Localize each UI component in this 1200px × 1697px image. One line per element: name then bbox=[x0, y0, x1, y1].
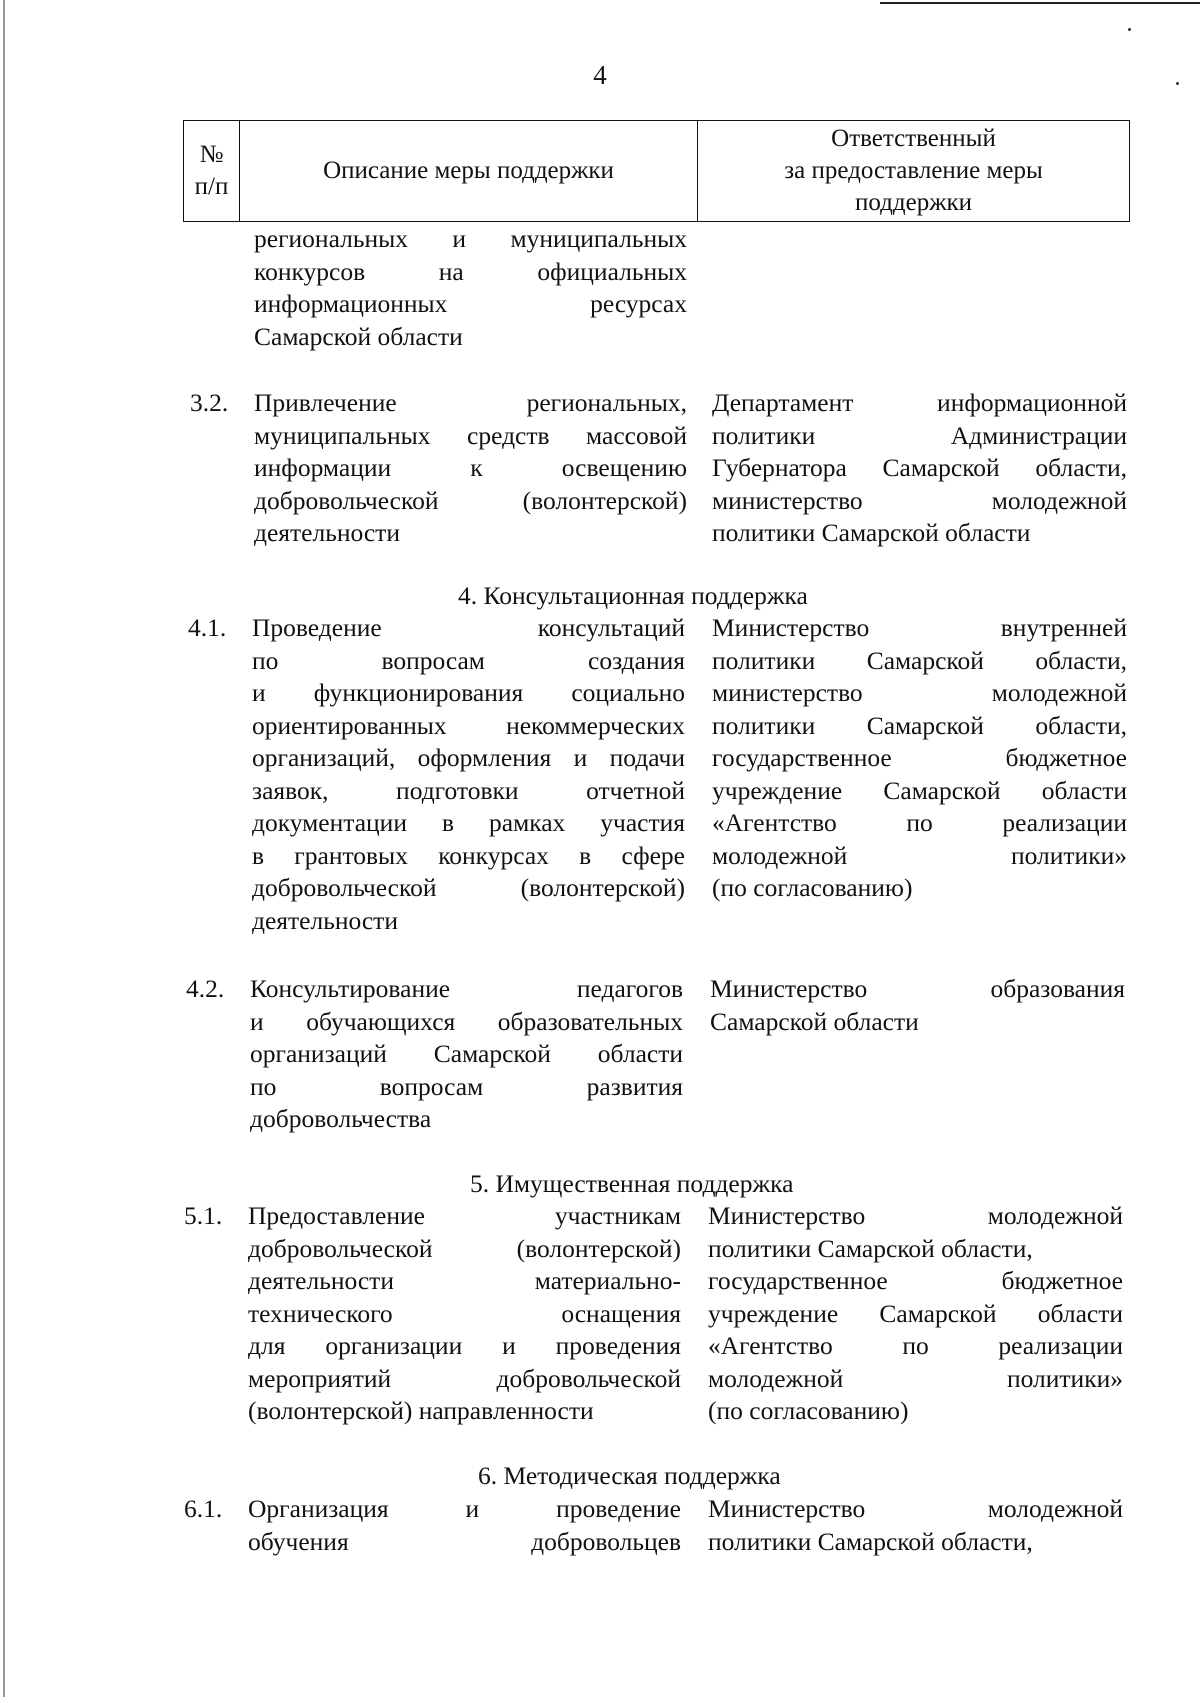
text-line: государственное бюджетное bbox=[712, 743, 1127, 772]
text-line: Самарской области bbox=[254, 321, 463, 351]
text-line: по вопросам создания bbox=[252, 645, 685, 675]
text-line: информационных ресурсах bbox=[254, 289, 687, 318]
row-number: 4.2. bbox=[186, 974, 225, 1003]
text-line: политики Самарской области, bbox=[712, 645, 1127, 675]
section-title: 5. Имущественная поддержка bbox=[470, 1169, 794, 1198]
row-3-2-description bbox=[254, 387, 687, 550]
text-line: деятельности bbox=[254, 518, 400, 547]
text-line: Министерство молодежной bbox=[708, 1494, 1123, 1523]
text-line: политики Самарской области, bbox=[712, 710, 1127, 740]
header-col-description-label: Описание меры поддержки bbox=[323, 157, 614, 184]
text-line: Департамент информационной bbox=[712, 388, 1127, 417]
text-line: (по согласованию) bbox=[712, 873, 913, 902]
text-line: (волонтерской) направленности bbox=[248, 1396, 594, 1425]
header-col-number bbox=[184, 121, 240, 221]
text-line: политики Самарской области, bbox=[708, 1526, 1033, 1556]
header-col-responsible-line1: Ответственный bbox=[831, 125, 996, 152]
text-line: деятельности bbox=[252, 905, 398, 935]
text-line: обучения добровольцев bbox=[248, 1526, 681, 1556]
text-line: добровольчества bbox=[250, 1104, 432, 1133]
text-line: государственное бюджетное bbox=[708, 1266, 1123, 1295]
text-line: Министерство образования bbox=[710, 974, 1125, 1003]
text-line: организаций, оформления и подачи bbox=[252, 743, 685, 772]
row-number: 3.2. bbox=[190, 388, 229, 417]
text-line: конкурсов на официальных bbox=[254, 256, 687, 286]
text-line: Проведение консультаций bbox=[252, 613, 685, 642]
text-line: мероприятий добровольческой bbox=[248, 1363, 681, 1393]
text-line: Привлечение региональных, bbox=[254, 388, 687, 417]
row-number: 6.1. bbox=[184, 1494, 223, 1523]
text-line: Губернатора Самарской области, bbox=[712, 453, 1127, 482]
header-col-responsible-line2: за предоставление меры bbox=[784, 157, 1043, 184]
text-line: учреждение Самарской области bbox=[712, 775, 1127, 805]
table-header bbox=[183, 120, 1130, 222]
text-line: ориентированных некоммерческих bbox=[252, 710, 685, 740]
text-line: Организация и проведение bbox=[248, 1494, 681, 1523]
text-line: в грантовых конкурсах в сфере bbox=[252, 840, 685, 870]
text-line: Предоставление участникам bbox=[248, 1201, 681, 1230]
text-line: Самарской области bbox=[710, 1006, 919, 1036]
row-number: 5.1. bbox=[184, 1201, 223, 1230]
text-line: и функционирования социально bbox=[252, 678, 685, 707]
header-col-responsible bbox=[698, 121, 1129, 221]
row-number: 4.1. bbox=[188, 613, 227, 642]
text-line: заявок, подготовки отчетной bbox=[252, 775, 685, 805]
header-col-number-line1: № bbox=[199, 141, 224, 168]
text-line: политики Самарской области bbox=[712, 518, 1031, 547]
text-line: добровольческой (волонтерской) bbox=[248, 1233, 681, 1263]
row-6-1-responsible bbox=[708, 1493, 1123, 1558]
header-col-description bbox=[240, 121, 698, 221]
text-line: по вопросам развития bbox=[250, 1071, 683, 1101]
row-4-2-description bbox=[250, 973, 683, 1136]
section-title: 4. Консультационная поддержка bbox=[458, 581, 808, 610]
text-line: политики Самарской области, bbox=[708, 1233, 1033, 1263]
text-line: политики Администрации bbox=[712, 420, 1127, 450]
header-col-number-line2: п/п bbox=[194, 173, 229, 200]
text-line: технического оснащения bbox=[248, 1298, 681, 1328]
text-line: министерство молодежной bbox=[712, 678, 1127, 707]
scan-edge-line bbox=[880, 2, 1200, 4]
text-line: документации в рамках участия bbox=[252, 808, 685, 837]
row-6-1-description bbox=[248, 1493, 681, 1558]
text-line: деятельности материально- bbox=[248, 1266, 681, 1295]
row-5-1-description bbox=[248, 1200, 681, 1428]
text-line: добровольческой (волонтерской) bbox=[252, 873, 685, 902]
text-line: молодежной политики» bbox=[708, 1363, 1123, 1393]
text-line: молодежной политики» bbox=[712, 840, 1127, 870]
row-5-1-responsible bbox=[708, 1200, 1123, 1428]
section-title: 6. Методическая поддержка bbox=[478, 1461, 781, 1490]
row-4-2-responsible bbox=[710, 973, 1125, 1038]
text-line: «Агентство по реализации bbox=[712, 808, 1127, 837]
text-line: добровольческой (волонтерской) bbox=[254, 485, 687, 515]
text-line: муниципальных средств массовой bbox=[254, 420, 687, 450]
text-line: региональных и муниципальных bbox=[254, 224, 687, 253]
row-4-1-description bbox=[252, 612, 685, 937]
text-line: Министерство внутренней bbox=[712, 613, 1127, 642]
text-line: министерство молодежной bbox=[712, 485, 1127, 515]
text-line: «Агентство по реализации bbox=[708, 1331, 1123, 1360]
text-line: для организации и проведения bbox=[248, 1331, 681, 1360]
text-line: организаций Самарской области bbox=[250, 1039, 683, 1068]
row-continuation-description bbox=[254, 223, 687, 353]
row-4-1-responsible bbox=[712, 612, 1127, 905]
text-line: Консультирование педагогов bbox=[250, 974, 683, 1003]
scan-left-edge bbox=[3, 0, 5, 1697]
row-3-2-responsible bbox=[712, 387, 1127, 550]
text-line: и обучающихся образовательных bbox=[250, 1006, 683, 1036]
text-line: информации к освещению bbox=[254, 453, 687, 482]
header-col-responsible-line3: поддержки bbox=[855, 189, 972, 216]
text-line: Министерство молодежной bbox=[708, 1201, 1123, 1230]
scan-speck bbox=[1128, 28, 1131, 31]
text-line: учреждение Самарской области bbox=[708, 1298, 1123, 1328]
page-number: 4 bbox=[593, 60, 607, 90]
text-line: (по согласованию) bbox=[708, 1396, 909, 1425]
